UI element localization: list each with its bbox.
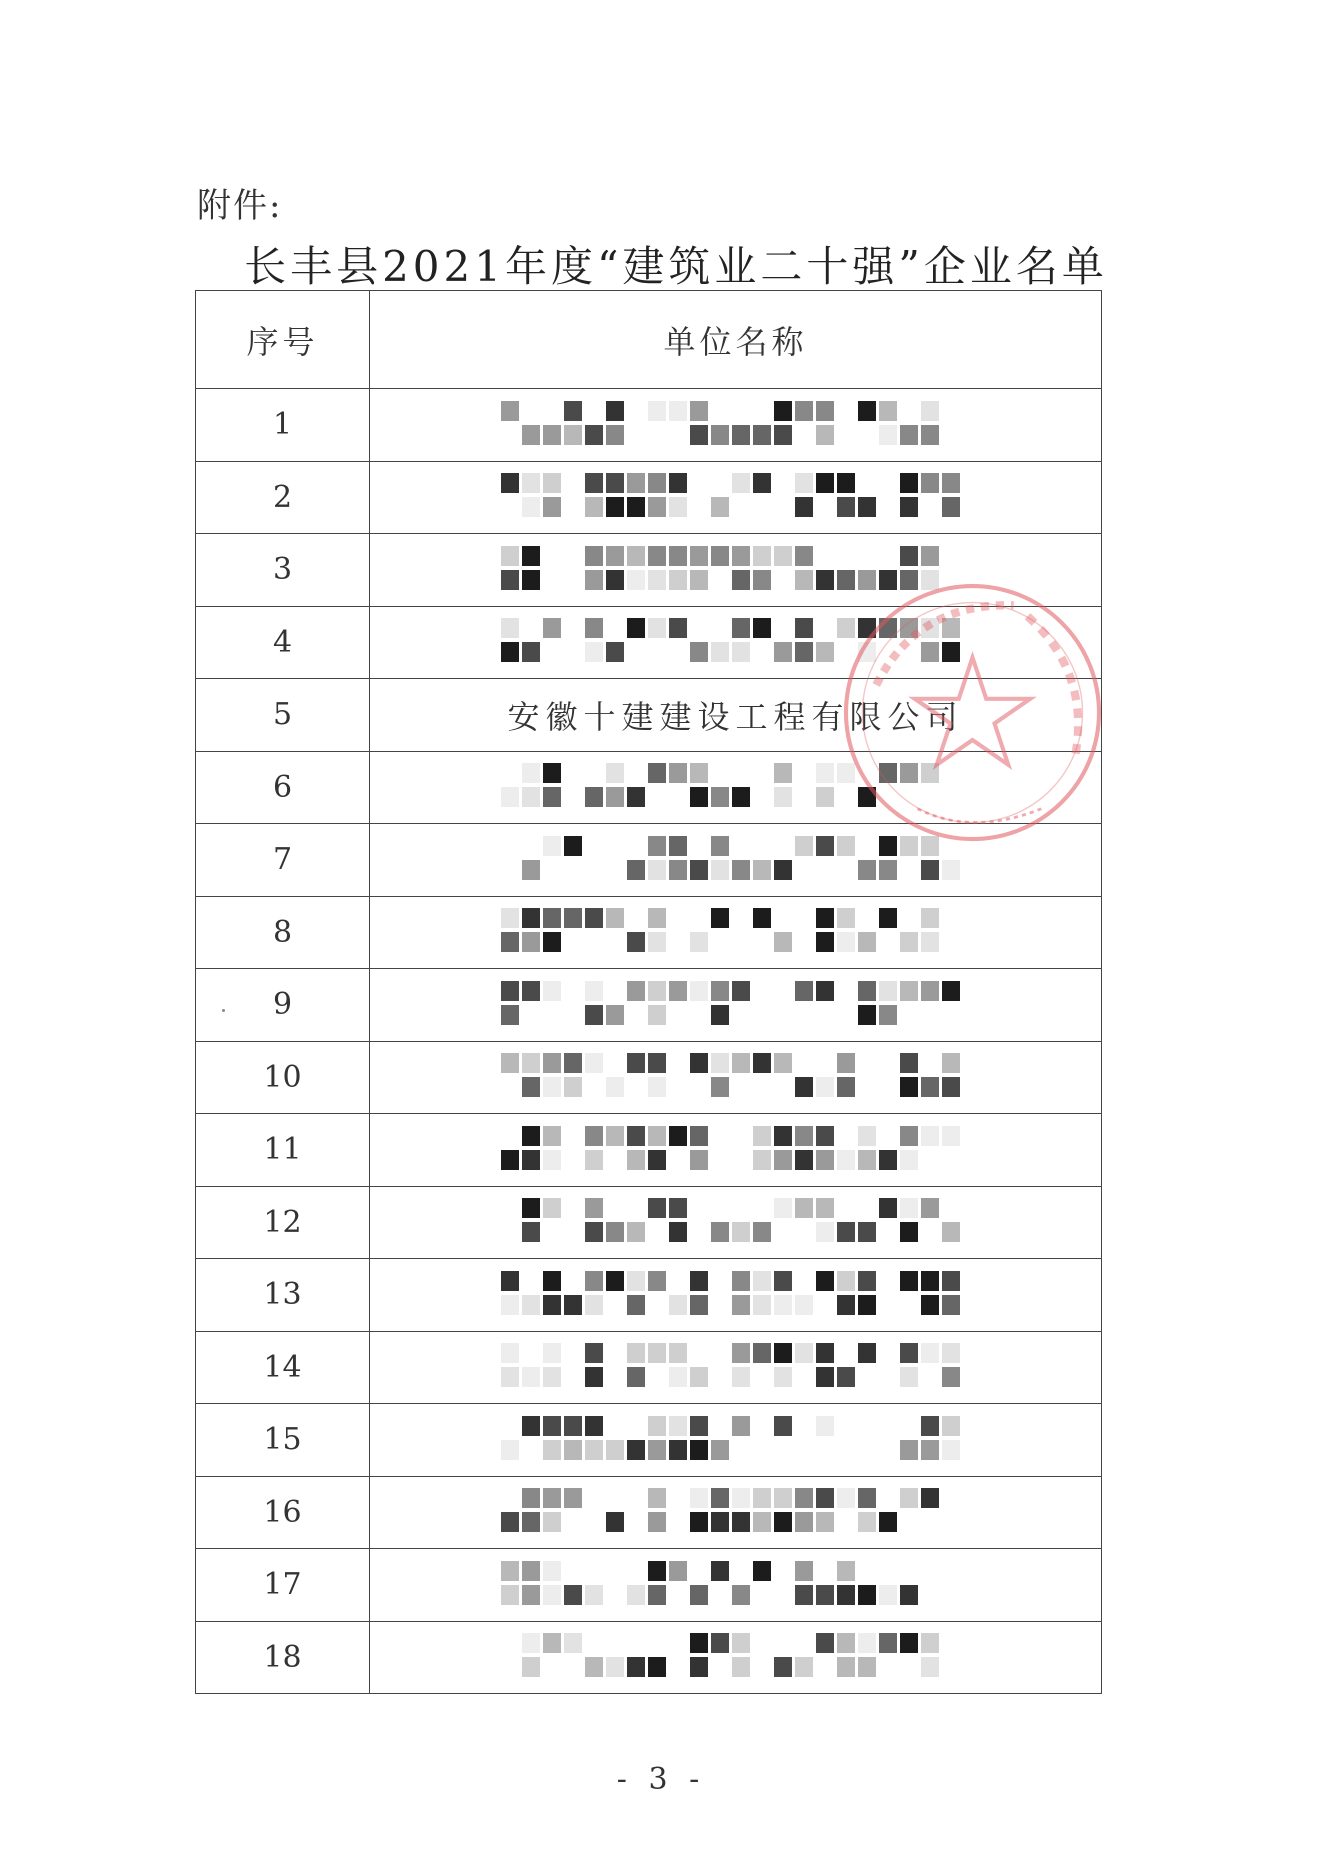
company-name [370, 534, 1102, 607]
table-row [196, 896, 1102, 969]
redacted-mosaic [501, 544, 971, 596]
row-index: 6 [196, 751, 370, 824]
row-index: 17 [196, 1549, 370, 1622]
redacted-mosaic [501, 1559, 971, 1611]
row-index: 15 [196, 1404, 370, 1477]
table-row [196, 1549, 1102, 1622]
company-name [370, 1404, 1102, 1477]
row-index: 11 [196, 1114, 370, 1187]
row-index: 5 [196, 679, 370, 752]
redacted-mosaic [501, 616, 971, 668]
row-index: 16 [196, 1476, 370, 1549]
company-name [370, 1114, 1102, 1187]
table-header-row [196, 291, 1102, 389]
document-title: 长丰县2021年度“建筑业二十强”企业名单 [244, 242, 1108, 291]
row-index: 12 [196, 1186, 370, 1259]
table-row [196, 824, 1102, 897]
company-name [370, 606, 1102, 679]
attachment-label: 附件: [197, 186, 283, 226]
table-row [196, 1186, 1102, 1259]
company-name [370, 1549, 1102, 1622]
company-name [370, 461, 1102, 534]
row-index: 9 [196, 969, 370, 1042]
table-row [196, 1404, 1102, 1477]
redacted-mosaic [501, 761, 971, 813]
redacted-mosaic [501, 1486, 971, 1538]
column-header-company: 单位名称 [370, 291, 1102, 389]
table-row [196, 751, 1102, 824]
company-name [370, 1041, 1102, 1114]
table-row [196, 1114, 1102, 1187]
company-name [370, 1621, 1102, 1694]
company-name [370, 679, 1102, 752]
redacted-mosaic [501, 1196, 971, 1248]
company-name [370, 389, 1102, 462]
row-index: 18 [196, 1621, 370, 1694]
table-row [196, 461, 1102, 534]
company-name [370, 824, 1102, 897]
row-index: 4 [196, 606, 370, 679]
redacted-mosaic [501, 1414, 971, 1466]
row-index: 14 [196, 1331, 370, 1404]
table-row [196, 679, 1102, 752]
row-index: 1 [196, 389, 370, 462]
row-index: 10 [196, 1041, 370, 1114]
company-name [370, 751, 1102, 824]
table-row [196, 1331, 1102, 1404]
redacted-mosaic [501, 1631, 971, 1683]
redacted-mosaic [501, 906, 971, 958]
redacted-mosaic [501, 1051, 971, 1103]
redacted-mosaic [501, 399, 971, 451]
company-name [370, 969, 1102, 1042]
company-name [370, 1259, 1102, 1332]
column-header-index: 序号 [196, 291, 370, 389]
table-row [196, 1259, 1102, 1332]
table-row [196, 1476, 1102, 1549]
table-row [196, 606, 1102, 679]
redacted-mosaic [501, 1269, 971, 1321]
redacted-mosaic [501, 1341, 971, 1393]
row-index: 8 [196, 896, 370, 969]
page-number: - 3 - [616, 1762, 706, 1797]
company-name [370, 1476, 1102, 1549]
company-name-text: 安徽十建建设工程有限公司 [507, 697, 964, 736]
company-list-table [195, 290, 1102, 1694]
table-row [196, 969, 1102, 1042]
table-row [196, 1621, 1102, 1694]
row-index: 2 [196, 461, 370, 534]
table-row [196, 534, 1102, 607]
scan-speck [222, 1009, 225, 1012]
redacted-mosaic [501, 1124, 971, 1176]
redacted-mosaic [501, 979, 971, 1031]
redacted-mosaic [501, 834, 971, 886]
company-name [370, 1186, 1102, 1259]
row-index: 3 [196, 534, 370, 607]
row-index: 13 [196, 1259, 370, 1332]
row-index: 7 [196, 824, 370, 897]
redacted-mosaic [501, 471, 971, 523]
company-name [370, 896, 1102, 969]
company-name [370, 1331, 1102, 1404]
table-row [196, 389, 1102, 462]
table-row [196, 1041, 1102, 1114]
